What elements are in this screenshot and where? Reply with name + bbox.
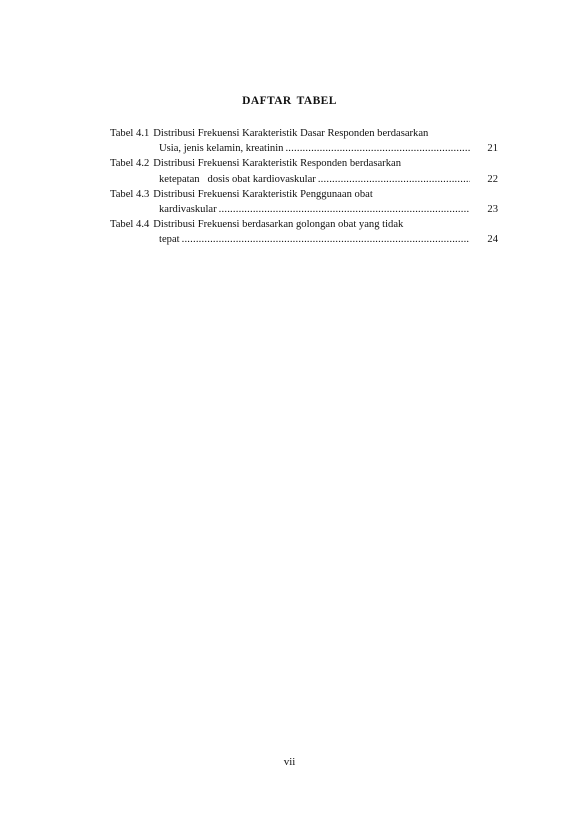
toc-entry-label: Tabel 4.3 (110, 188, 150, 200)
toc-entry-title-continued: kardivaskular (159, 204, 217, 216)
toc-entry-label: Tabel 4.1 (110, 128, 150, 139)
toc-entry-title-continued: tepat (159, 234, 180, 246)
toc-entry-second-line (110, 232, 498, 247)
toc-entry-first-line (110, 187, 498, 202)
dot-leader (318, 172, 470, 187)
dot-leader (182, 232, 470, 247)
toc-entry-label: Tabel 4.2 (110, 158, 150, 170)
toc-entry-title: Distribusi Frekuensi berdasarkan golongan obat yang tidak (153, 219, 404, 231)
toc-entry-tabel-4-1[interactable] (110, 126, 498, 156)
toc-entry-label: Tabel 4.4 (110, 219, 150, 231)
toc-entry-page-number: 21 (487, 143, 498, 155)
toc-entry-second-line (110, 141, 498, 156)
toc-entry-page-number: 24 (487, 234, 498, 246)
toc-entry-second-line (110, 172, 498, 187)
toc-entry-page-number: 22 (487, 173, 498, 185)
toc-entry-first-line (110, 126, 498, 141)
toc-entry-title: Distribusi Frekuensi Karakteristik Responden berdasarkan (153, 158, 401, 170)
toc-entry-tabel-4-4[interactable] (110, 217, 498, 247)
table-list (110, 126, 498, 248)
toc-entry-title: Distribusi Frekuensi Karakteristik Dasar Responden berdasarkan (153, 128, 429, 139)
toc-entry-title: Distribusi Frekuensi Karakteristik Penggunaan obat (153, 188, 373, 200)
toc-entry-second-line (110, 202, 498, 217)
page-title: DAFTAR TABEL (242, 95, 337, 107)
toc-entry-tabel-4-3[interactable] (110, 187, 498, 217)
toc-entry-page-number: 23 (487, 204, 498, 216)
toc-entry-first-line (110, 217, 498, 232)
dot-leader (219, 202, 470, 217)
toc-entry-tabel-4-2[interactable] (110, 156, 498, 186)
page-number-footer: vii (283, 756, 296, 768)
toc-entry-title-continued: ketepatan dosis obat kardiovaskular (159, 173, 316, 185)
toc-entry-title-continued: Usia, jenis kelamin, kreatinin (159, 143, 284, 155)
dot-leader (285, 141, 470, 156)
toc-entry-first-line (110, 156, 498, 171)
